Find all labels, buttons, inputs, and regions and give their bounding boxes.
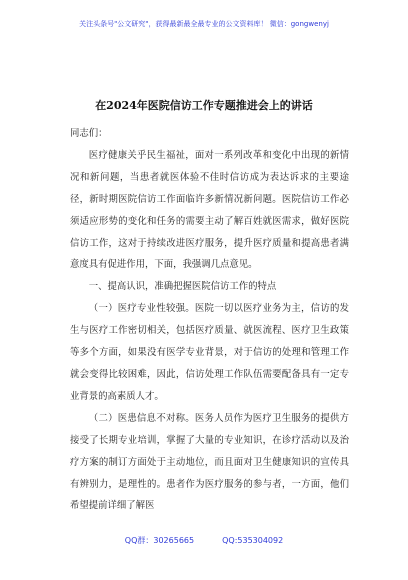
paragraph-point-1: （一）医疗专业性较强。医院一切以医疗业务为主，信访的发生与医疗工作密切相关，包括医疗质量、就医流程、医疗卫生政策等多个方面，如果没有医学专业背景，对于信访的处理和管理工作就会变得比较困难，因此，信访处理工作队伍需要配备具有一定专业背景的高素质人才。 [70,303,349,402]
document-body [70,123,349,517]
paragraph-point-2: （二）医患信息不对称。医务人员作为医疗卫生服务的提供方接受了长期专业培训，掌握了大量的专业知识，在诊疗活动以及治疗方案的制订方面处于主动地位，而且面对卫生健康知识的宣传具有辨别力，是理性的。患者作为医疗服务的参与者，一方面，他们希望提前详细了解医 [70,412,349,512]
header-banner: 关注头条号"公文研究"，获得最新最全最专业的公文资料库！ 微信：gongwenyj [79,20,329,28]
section-heading-1: 一、提高认识，准确把握医院信访工作的特点 [88,281,277,293]
salutation: 同志们： [70,128,108,139]
paragraph-intro: 医疗健康关乎民生福祉，面对一系列改革和变化中出现的新情况和新问题，当患者就医体验不佳时信访成为表达诉求的主要途径，新时期医院信访工作面临许多新情况新问题。医院信访工作必须适应形势的变化和任务的需要主动了解百姓就医需求，做好医院信访工作，这对于持续改进医疗服务，提升医疗质量和提高患者满意度具有促进作用，下面，我强调几点意见。 [70,149,349,271]
footer-contact [0,535,408,546]
footer-qq-group: QQ群：30265665 [124,536,195,545]
footer-qq: QQ:535304092 [222,536,284,545]
document-title: 在2024年医院信访工作专题推进会上的讲话 [95,99,313,112]
